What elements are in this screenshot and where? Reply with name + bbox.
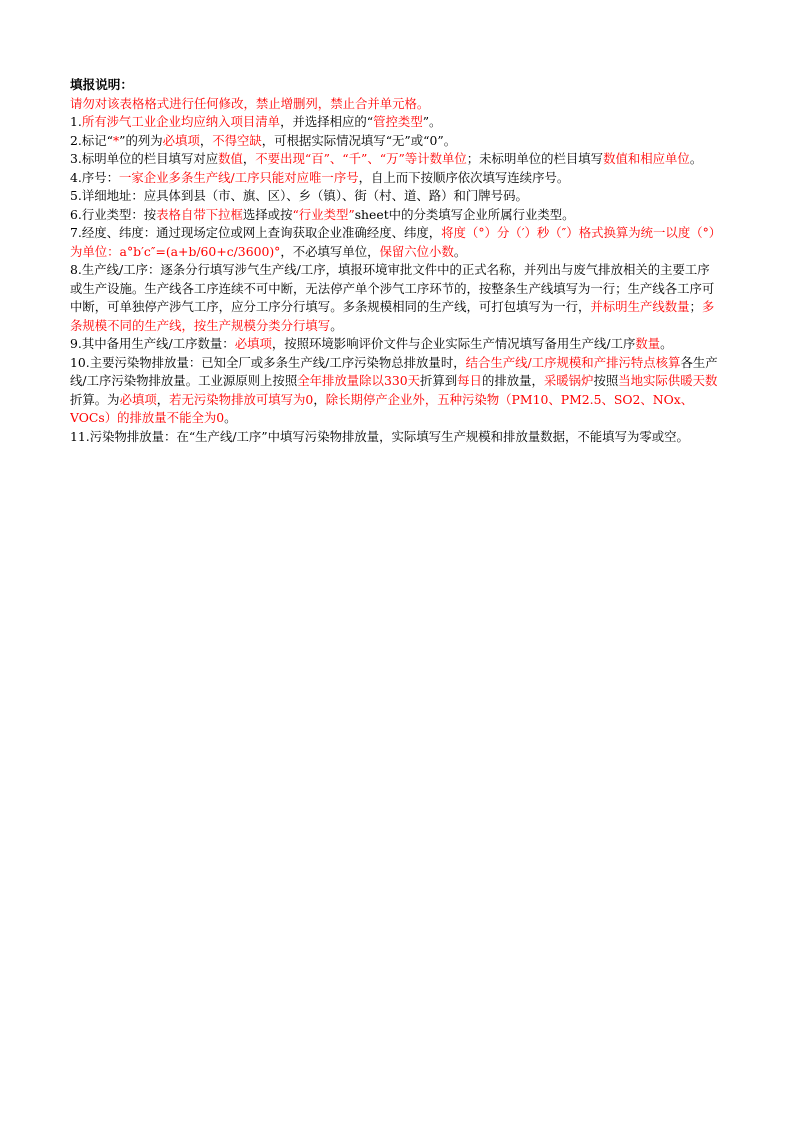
body-text: 9.其中备用生产线/工序数量： — [70, 336, 235, 351]
body-text: ， — [313, 391, 326, 407]
body-text: 。 — [224, 410, 237, 425]
instruction-paragraph — [70, 169, 720, 188]
body-text: ，按照环境影响评价文件与企业实际生产情况填写备用生产线/工序 — [271, 336, 636, 351]
instruction-paragraph — [70, 335, 720, 354]
highlighted-text: 数量 — [635, 336, 661, 351]
highlighted-text: 所有涉气工业企业均应纳入项目清单 — [81, 114, 281, 129]
instructions-block — [70, 76, 720, 472]
instruction-paragraph — [70, 428, 720, 447]
body-text: 2.标记“ — [70, 132, 113, 148]
body-text: 10.主要污染物排放量：已知全厂或多条生产线/工序污染物总排放量时， — [70, 354, 466, 370]
body-text: ， — [199, 132, 213, 148]
body-text: 选择或按 — [242, 206, 293, 222]
highlighted-text: 必填项 — [119, 391, 157, 407]
body-text: 折算到 — [420, 373, 458, 388]
highlighted-text: 一家企业多条生产线/工序只能对应唯一序号 — [119, 169, 359, 185]
body-text: ， — [242, 151, 256, 166]
instruction-paragraph — [70, 354, 720, 428]
instruction-paragraph — [70, 206, 720, 225]
body-text: ，自上而下按顺序依次填写连续序号。 — [358, 169, 570, 185]
body-text: 7.经度、纬度：通过现场定位或网上查询获取企业准确经度、纬度， — [70, 225, 442, 240]
body-text: ”的列为 — [119, 132, 163, 148]
highlighted-text: 不要出现“百”、“千”、“万”等计数单位 — [255, 151, 467, 166]
highlighted-text: 数值 — [218, 151, 243, 166]
body-text: ， — [156, 391, 170, 407]
body-text: 。 — [660, 336, 673, 351]
body-text: 5.详细地址：应具体到县（市、旗、区）、乡（镇）、街（村、道、路）和门牌号码。 — [70, 188, 528, 203]
highlighted-text: 不得空缺 — [212, 132, 262, 148]
instruction-paragraph — [70, 132, 720, 151]
highlighted-text: * — [112, 132, 120, 148]
highlighted-text: 结合生产线/工序规模和产排污特点核算 — [465, 354, 681, 370]
highlighted-text: 多条规模不同的生产线，按生产规模分类分行填写 — [70, 299, 715, 333]
body-text: ”。 — [422, 114, 442, 129]
highlighted-text: 若无污染物排放可填写为0 — [169, 391, 314, 407]
highlighted-text: 请勿对该表格格式进行任何修改，禁止增删列，禁止合并单元格。 — [70, 95, 430, 111]
highlighted-text: 采暖锅炉 — [543, 373, 594, 388]
body-text: 。 — [330, 317, 343, 333]
instruction-paragraph — [70, 261, 720, 335]
body-text: ，不必填写单位， — [280, 243, 380, 259]
highlighted-text: 将度（°）分（′）秒（″）格式换算为统一以度（°）为单位：a°b′c″=(a+b/60+c/3600)° — [70, 225, 715, 259]
highlighted-text: “行业类型” — [292, 206, 355, 222]
body-text: 各生产线/工序污染物排放量。工业源原则上按照 — [70, 354, 718, 388]
body-text: ，并选择相应的“ — [280, 114, 374, 129]
body-text: ，可根据实际情况填写“无”或“0”。 — [261, 132, 457, 148]
instruction-paragraph — [70, 224, 720, 261]
body-text: sheet中的分类填写企业所属行业类型。 — [354, 206, 575, 222]
body-text: 6.行业类型：按 — [70, 206, 157, 222]
instruction-paragraph — [70, 113, 720, 132]
instruction-paragraph — [70, 95, 720, 114]
body-text: 4.序号： — [70, 169, 119, 185]
highlighted-text: 除长期停产企业外，五种污染物（PM10、PM2.5、SO2、NOx、VOCs）的排放量不能全为0 — [70, 391, 694, 425]
body-text: 1. — [70, 114, 82, 129]
body-text: 11.污染物排放量：在“生产线/工序”中填写污染物排放量，实际填写生产规模和排放量数据，不能填写为零或空。 — [70, 428, 689, 444]
highlighted-text: 保留六位小数 — [379, 243, 454, 259]
highlighted-text: 必填项 — [234, 336, 272, 351]
body-text: 。 — [689, 151, 703, 166]
body-text: 3.标明单位的栏目填写对应 — [70, 151, 219, 166]
body-text: 8.生产线/工序：逐条分行填写涉气生产线/工序，填报环境审批文件中的正式名称，并列出与废气排放相关的主要工序或生产设施。生产线各工序连续不可中断，无法停产单个涉气工序环节的，按整条生产线填写为一行；生产线各工序可中断，可单独停产涉气工序，应分工序分行填写。多条规模相同的生产线，可打包填写为一行， — [70, 262, 715, 314]
highlighted-text: 并标明生产线数量 — [590, 299, 690, 314]
highlighted-text: 全年排放量除以330天 — [297, 373, 420, 388]
body-text: 按照 — [593, 373, 619, 388]
instructions-heading: 填报说明： — [70, 77, 133, 92]
body-text: 折算。为 — [70, 391, 120, 407]
body-text: 。 — [453, 243, 467, 259]
highlighted-text: 数值和相应单位 — [603, 151, 690, 166]
highlighted-text: 表格自带下拉框 — [156, 206, 243, 222]
body-text: ； — [689, 299, 702, 314]
instruction-paragraph — [70, 150, 720, 169]
highlighted-text: 每日 — [457, 373, 482, 388]
highlighted-text: 管控类型 — [373, 114, 423, 129]
highlighted-text: 当地实际供暖天数 — [618, 373, 718, 388]
highlighted-text: 必填项 — [162, 132, 200, 148]
instructions-paragraphs — [70, 95, 720, 447]
body-text: ；未标明单位的栏目填写 — [466, 151, 604, 166]
body-text: 的排放量， — [481, 373, 544, 388]
instruction-paragraph — [70, 187, 720, 206]
